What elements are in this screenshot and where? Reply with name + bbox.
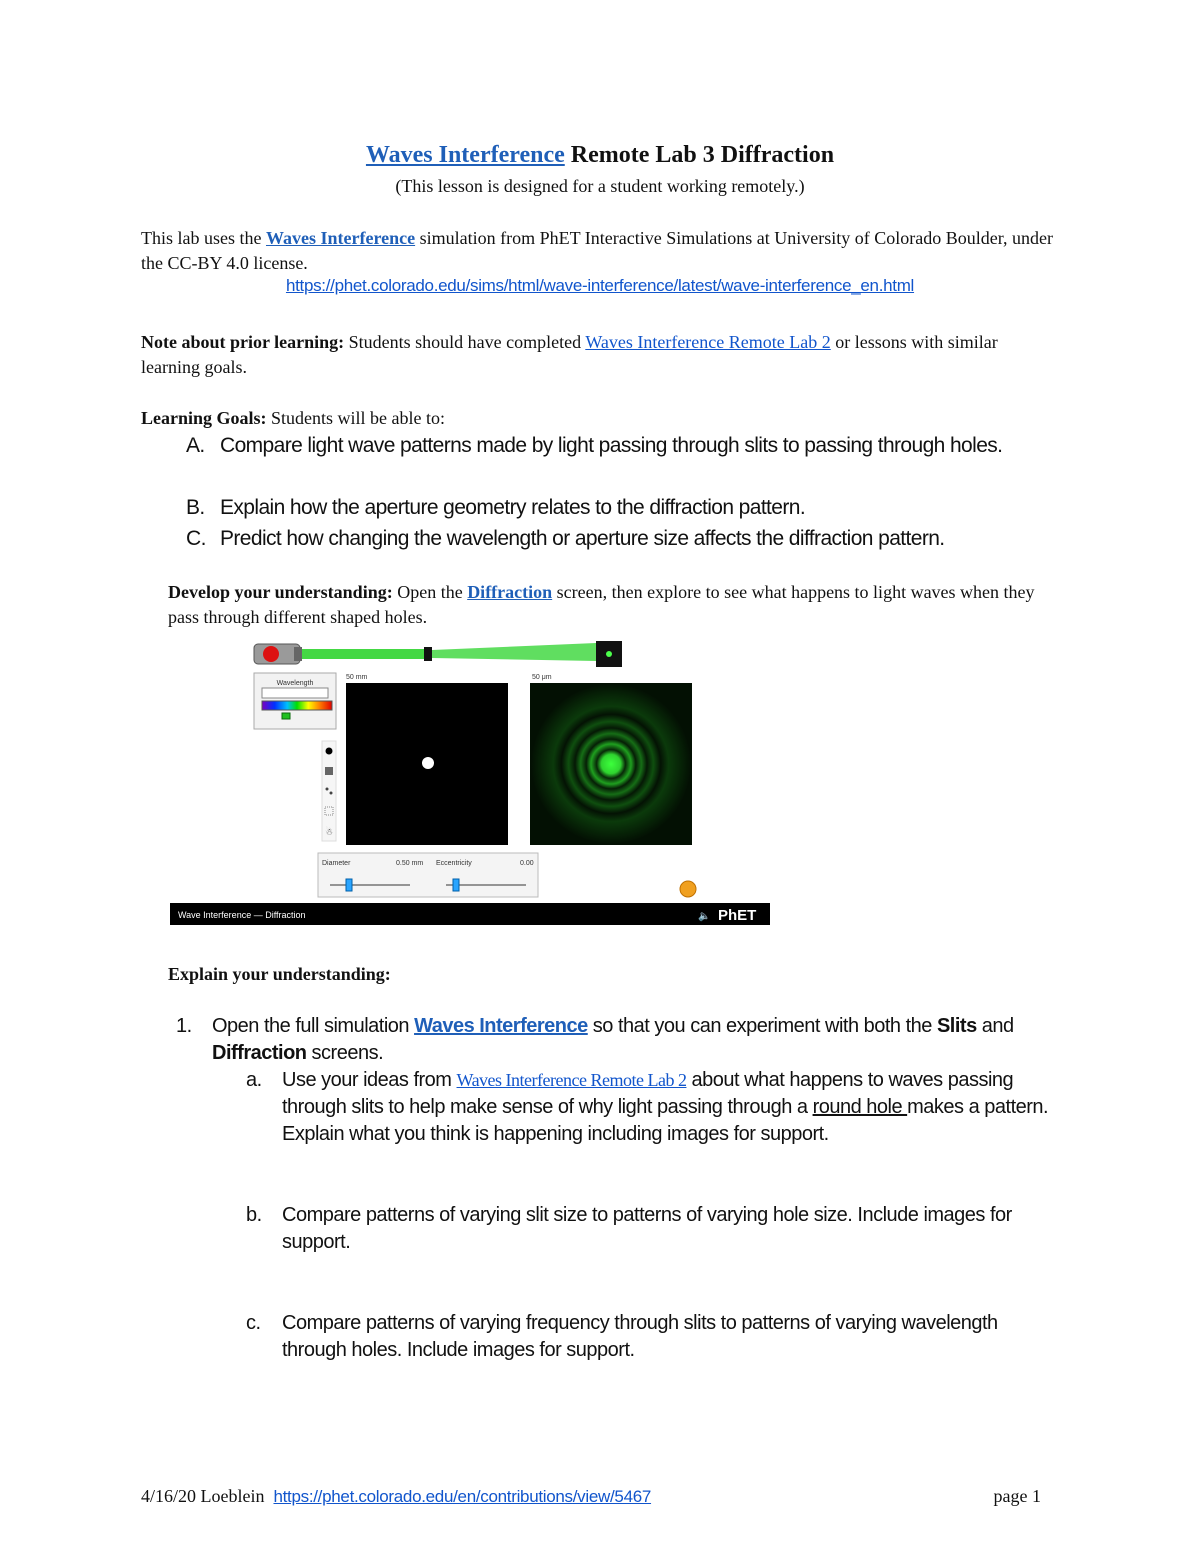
scale-right: 50 μm bbox=[532, 674, 552, 681]
reset-icon[interactable] bbox=[680, 881, 696, 897]
q1-mid: so that you can experiment with both the bbox=[587, 1015, 937, 1037]
circle-shape-icon[interactable] bbox=[326, 748, 333, 755]
wavelength-thumb[interactable] bbox=[282, 713, 290, 719]
aperture-plate bbox=[424, 647, 432, 661]
qc-text: Compare patterns of varying frequency through slits to patterns of varying wavelength through holes. Include images for support. bbox=[282, 1312, 998, 1361]
qa-lab2-link[interactable]: Waves Interference Remote Lab 2 bbox=[456, 1070, 687, 1090]
diameter-thumb[interactable] bbox=[346, 879, 352, 891]
qa-text bbox=[282, 1067, 1062, 1148]
prior-pre: Students should have completed bbox=[344, 332, 586, 352]
diameter-value: 0.50 mm bbox=[396, 860, 424, 867]
square-shape-icon[interactable] bbox=[325, 767, 333, 775]
goal-text: Compare light wave patterns made by light passing through slits to passing through holes. bbox=[220, 434, 1003, 457]
q1-number: 1. bbox=[176, 1015, 192, 1037]
eccentricity-label: Eccentricity bbox=[436, 860, 472, 867]
qa-pre: Use your ideas from bbox=[282, 1069, 457, 1091]
sim-url-line bbox=[0, 276, 1200, 296]
figure-shape-icon[interactable]: ☃ bbox=[324, 827, 334, 837]
q1-slits: Slits bbox=[936, 1015, 977, 1037]
dots-shape-icon[interactable] bbox=[326, 788, 329, 791]
develop-paragraph bbox=[168, 580, 1068, 630]
goals-intro: Students will be able to: bbox=[266, 408, 445, 428]
goal-item bbox=[186, 492, 1046, 523]
eccentricity-value: 0.00 bbox=[520, 860, 534, 867]
explain-heading bbox=[168, 962, 1088, 987]
screen-spot bbox=[606, 651, 612, 657]
page-title bbox=[0, 142, 1200, 169]
prior-learning-paragraph bbox=[141, 330, 1061, 380]
q1-text bbox=[212, 1013, 1052, 1067]
intro-post: simulation from PhET Interactive Simulations at University of Colorado Boulder, under the CC-BY 4.0 license. bbox=[141, 228, 1053, 273]
goal-letter: B. bbox=[186, 496, 205, 519]
intro-pre: This lab uses the bbox=[141, 228, 266, 248]
laser-beam bbox=[302, 649, 426, 659]
footer bbox=[141, 1486, 1041, 1507]
qb-letter: b. bbox=[246, 1204, 262, 1226]
intro-paragraph bbox=[141, 226, 1061, 276]
laser-icon[interactable] bbox=[254, 644, 302, 664]
goal-text: Explain how the aperture geometry relates to the diffraction pattern. bbox=[220, 496, 806, 519]
explain-label: Explain your understanding: bbox=[168, 964, 391, 984]
scale-left: 50 mm bbox=[346, 674, 368, 681]
prior-lab2-link[interactable]: Waves Interference Remote Lab 2 bbox=[585, 332, 831, 352]
spectrum-bar bbox=[262, 701, 332, 710]
diffracted-beam bbox=[432, 643, 596, 661]
qa-post: makes a pattern. Explain what you think is happening including images for support. bbox=[282, 1096, 1049, 1145]
qc-letter: c. bbox=[246, 1312, 261, 1334]
wavelength-label: Wavelength bbox=[276, 680, 314, 687]
q1-diffraction: Diffraction bbox=[212, 1042, 307, 1064]
goals-label: Learning Goals: bbox=[141, 408, 267, 428]
title-link[interactable]: Waves Interference bbox=[365, 142, 565, 168]
goal-letter: A. bbox=[186, 434, 205, 457]
controls-panel bbox=[318, 853, 538, 897]
phet-logo[interactable]: PhET bbox=[718, 907, 757, 924]
sim-url-link[interactable]: https://phet.colorado.edu/sims/html/wave-interference/latest/wave-interference_en.html bbox=[285, 276, 915, 295]
goal-item bbox=[186, 523, 1046, 554]
footer-date: 4/16/20 Loeblein bbox=[141, 1486, 265, 1506]
wavelength-panel[interactable] bbox=[254, 673, 336, 729]
q1-pre: Open the full simulation bbox=[212, 1015, 415, 1037]
title-text: Remote Lab 3 Diffraction bbox=[564, 142, 835, 168]
develop-pre: Open the bbox=[392, 582, 468, 602]
diffraction-link[interactable]: Diffraction bbox=[467, 582, 553, 602]
goal-item bbox=[186, 430, 1046, 461]
qa-letter: a. bbox=[246, 1069, 262, 1091]
goal-text: Predict how changing the wavelength or aperture size affects the diffraction pattern. bbox=[220, 527, 945, 550]
diffraction-rings bbox=[531, 684, 691, 844]
footer-url[interactable]: https://phet.colorado.edu/en/contributions/view/5467 bbox=[273, 1487, 652, 1506]
prior-label: Note about prior learning: bbox=[141, 332, 345, 352]
develop-post: screen, then explore to see what happens to light waves when they pass through different shaped holes. bbox=[168, 582, 1035, 627]
shape-toolbar[interactable] bbox=[322, 741, 336, 841]
page-number: page 1 bbox=[993, 1486, 1041, 1506]
simulation-graphic bbox=[170, 637, 770, 925]
q1-sim-link[interactable]: Waves Interference bbox=[414, 1015, 588, 1037]
eccentricity-thumb[interactable] bbox=[453, 879, 459, 891]
subtitle: (This lesson is designed for a student working remotely.) bbox=[395, 176, 805, 196]
learning-goals-heading bbox=[141, 406, 1061, 431]
prior-post: or lessons with similar learning goals. bbox=[141, 332, 998, 377]
qb-text: Compare patterns of varying slit size to patterns of varying hole size. Include images for support. bbox=[282, 1204, 1012, 1253]
diameter-label: Diameter bbox=[322, 860, 351, 867]
goal-letter: C. bbox=[186, 527, 206, 550]
develop-label: Develop your understanding: bbox=[168, 582, 393, 602]
q1-and: and bbox=[976, 1015, 1014, 1037]
qa-mid: about what happens to waves passing through slits to help make sense of why light passing through a bbox=[282, 1069, 1014, 1118]
qa-round-hole: round hole bbox=[812, 1096, 908, 1118]
navbar-title: Wave Interference — Diffraction bbox=[178, 910, 306, 920]
sound-icon[interactable]: 🔈 bbox=[698, 911, 711, 922]
q1-post: screens. bbox=[306, 1042, 384, 1064]
aperture-hole bbox=[422, 757, 434, 769]
simulation-screenshot bbox=[170, 637, 770, 925]
intro-sim-link[interactable]: Waves Interference bbox=[265, 228, 416, 248]
